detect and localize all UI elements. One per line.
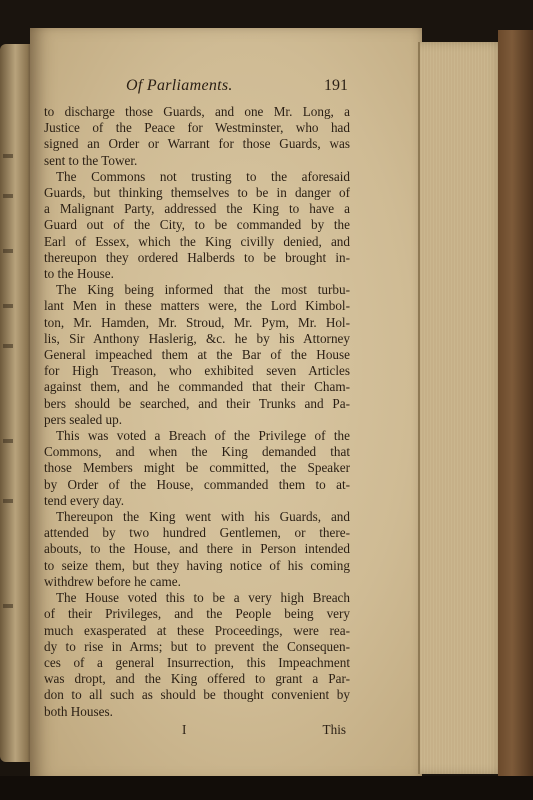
background-shadow [0, 776, 533, 800]
text-line: lant Men in these matters were, the Lord Kimbol- [44, 298, 350, 314]
text-line: This was voted a Breach of the Privilege of the [56, 428, 350, 444]
running-title: Of Parliaments. [126, 77, 233, 94]
text-line: Earl of Essex, which the King civilly denied, and [44, 233, 350, 249]
text-line: thereupon they ordered Halberds to be brought in- [44, 249, 350, 265]
text-line: sent to the Tower. [44, 152, 138, 168]
text-line: Guards, but thinking themselves to be in danger of [44, 185, 350, 201]
catchword: This [322, 721, 346, 737]
page-stack-edge [418, 42, 508, 774]
text-line: withdrew before he came. [44, 573, 181, 589]
ink-bleed-mark [3, 304, 13, 308]
ink-bleed-mark [3, 604, 13, 608]
text-line: pers sealed up. [44, 411, 122, 427]
ink-bleed-mark [3, 344, 13, 348]
text-line: lis, Sir Anthony Haslerig, &c. he by his Attorney [44, 330, 350, 346]
page-text [44, 78, 350, 742]
previous-page-edge [0, 44, 34, 762]
page-header [44, 78, 350, 102]
text-line: both Houses. [44, 703, 113, 719]
text-line: those Members might be committed, the Speaker [44, 460, 350, 476]
text-line: was dropt, and the King offered to grant a Par- [44, 671, 350, 687]
text-line: attended by two hundred Gentlemen, or there- [44, 525, 350, 541]
ink-bleed-mark [3, 154, 13, 158]
text-line: to discharge those Guards, and one Mr. Long, a [44, 104, 350, 119]
text-line: to seize them, but they having notice of his coming [44, 557, 350, 573]
text-line: for High Treason, who exhibited seven Articles [44, 363, 350, 379]
text-line: to the House. [44, 266, 114, 282]
text-line: Thereupon the King went with his Guards, and [56, 509, 350, 525]
text-line: bers should be searched, and their Trunks and Pa- [44, 395, 350, 411]
text-line: The Commons not trusting to the aforesaid [56, 168, 350, 184]
text-line: Justice of the Peace for Westminster, who had [44, 120, 350, 136]
text-line: Commons, and when the King demanded that [44, 444, 350, 460]
body-text [44, 104, 350, 720]
text-line: against them, and he commanded that their Cham- [44, 379, 350, 395]
text-line: The House voted this to be a very high Breach [56, 590, 350, 606]
text-line: abouts, to the House, and there in Person intended [44, 541, 350, 557]
text-line: of their Privileges, and the People being very [44, 606, 350, 622]
text-line: signed an Order or Warrant for those Guards, was [44, 136, 350, 152]
ink-bleed-mark [3, 249, 13, 253]
text-line: ton, Mr. Hamden, Mr. Stroud, Mr. Pym, Mr. Hol- [44, 314, 350, 330]
text-line: Guard out of the City, to be commanded by the [44, 217, 350, 233]
page-number: 191 [324, 77, 348, 94]
text-line: dy to rise in Arms; but to prevent the Consequen- [44, 638, 350, 654]
text-line: much exasperated at these Proceedings, were rea- [44, 622, 350, 638]
text-line: by Order of the House, commanded them to at- [44, 476, 350, 492]
page-footer [44, 722, 350, 742]
text-line: General impeached them at the Bar of the House [44, 347, 350, 363]
text-line: ces of a general Insurrection, this Impeachment [44, 654, 350, 670]
text-line: don to all such as should be thought convenient by [44, 687, 350, 703]
text-line: a Malignant Party, addressed the King to have a [44, 201, 350, 217]
text-line: tend every day. [44, 492, 125, 508]
book-cover [498, 30, 533, 786]
text-line: The King being informed that the most turbu- [56, 282, 350, 298]
ink-bleed-mark [3, 194, 13, 198]
signature-mark: I [182, 721, 187, 737]
ink-bleed-mark [3, 499, 13, 503]
ink-bleed-mark [3, 439, 13, 443]
